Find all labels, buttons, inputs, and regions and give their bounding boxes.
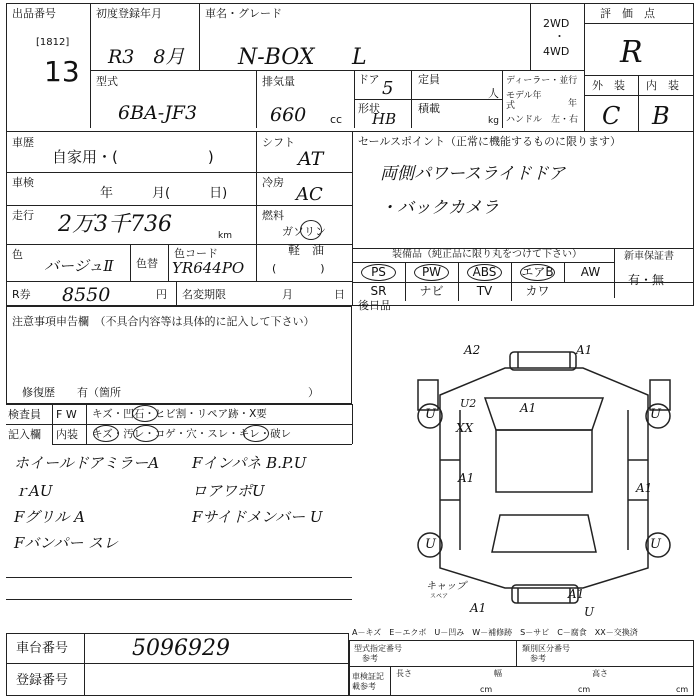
lot-code: [1812] bbox=[36, 37, 70, 48]
length-label: 長さ bbox=[396, 669, 412, 678]
mark-circle-4 bbox=[243, 425, 269, 442]
mark-a1-rear-right: A1 bbox=[568, 587, 585, 601]
note-line-6: ロアワポU bbox=[192, 482, 265, 500]
mark-u-front-right: U bbox=[650, 407, 661, 422]
classification-label: 類別区分番号 bbox=[522, 644, 570, 653]
spec-label: 車検証記載参考 bbox=[352, 672, 384, 691]
color-code-value: YR644PO bbox=[172, 259, 245, 277]
cm-unit-3: cm bbox=[676, 685, 689, 694]
chassis-value: 5096929 bbox=[132, 636, 230, 661]
recycle-value: 8550 bbox=[62, 284, 111, 306]
mark-circle-3 bbox=[133, 425, 159, 442]
dealer-label: ディーラー・並行 bbox=[506, 76, 578, 86]
repair-label: 修復歴 有（箇所 ） bbox=[22, 386, 319, 399]
car-damage-diagram bbox=[400, 340, 690, 615]
mark-xx-hood: XX bbox=[456, 421, 474, 435]
inspection-value: 年 月( 日) bbox=[100, 186, 228, 201]
notes-label: 注意事項申告欄 （不具合内容等は具体的に記入して下さい） bbox=[12, 315, 315, 328]
ac-value: AC bbox=[296, 184, 323, 205]
mark-circle-2 bbox=[93, 425, 119, 442]
ac-label: 冷房 bbox=[262, 176, 284, 189]
history-label: 車歴 bbox=[12, 136, 34, 149]
warranty-label: 新車保証書 bbox=[624, 251, 674, 262]
note-line-7: Fサイドメンバー U bbox=[192, 508, 323, 526]
note-line-1: ホイールドアミラーA bbox=[14, 454, 160, 472]
mark-u-front-left: U bbox=[425, 407, 436, 422]
exterior-grade: C bbox=[602, 102, 621, 130]
equipment-circle-4 bbox=[520, 264, 555, 281]
rear-seat-label: 後日品 bbox=[358, 299, 391, 312]
designation-ref: 参考 bbox=[362, 654, 378, 663]
first-registration-label: 初度登録年月 bbox=[96, 7, 162, 20]
designation-label: 型式指定番号 bbox=[354, 644, 402, 653]
equipment-item-1: PS bbox=[371, 265, 386, 279]
mileage-value: 2万3千736 bbox=[58, 212, 172, 237]
kg-unit: kg bbox=[488, 116, 499, 126]
mark-u2-hood: U2 bbox=[460, 397, 477, 410]
interior-inspect-label: 内装 bbox=[56, 428, 78, 441]
note-line-4: Fバンパー スレ bbox=[14, 534, 119, 552]
note-line-3: Fグリル A bbox=[14, 508, 86, 526]
model-value: 6BA-JF3 bbox=[118, 102, 198, 124]
grade: L bbox=[352, 45, 367, 70]
equipment-item-8: TV bbox=[476, 284, 493, 298]
shift-label: シフト bbox=[262, 136, 295, 149]
fuel-label: 燃料 bbox=[262, 209, 284, 222]
mark-a1-right-side: A1 bbox=[636, 481, 653, 495]
mark-a1-front-right: A1 bbox=[576, 343, 593, 357]
chassis-label: 車台番号 bbox=[16, 641, 69, 656]
fw-items: キズ・凹石・ヒビ割・リペア跡・X要 bbox=[92, 408, 267, 420]
exterior-label: 外 装 bbox=[592, 79, 625, 92]
equipment-item-2: PW bbox=[421, 265, 442, 279]
name-change-label: 名変期限 bbox=[182, 288, 226, 301]
lot-label: 出品番号 bbox=[12, 7, 56, 20]
drive-2wd: 2WD bbox=[543, 17, 570, 30]
first-registration-value: R3 8月 bbox=[108, 46, 185, 68]
interior-grade: B bbox=[652, 102, 670, 130]
history-value: 自家用・( ) bbox=[52, 148, 214, 166]
fw-label: F W bbox=[56, 408, 77, 421]
fuel-paren: ( ) bbox=[272, 262, 325, 275]
mark-u-rear-left: U bbox=[425, 537, 436, 552]
doors-value: 5 bbox=[382, 78, 394, 99]
registration-label: 登録番号 bbox=[16, 673, 69, 688]
color-code-label: 色コード bbox=[174, 247, 218, 260]
handle-label: ハンドル 左・右 bbox=[506, 115, 579, 125]
name-change-day: 日 bbox=[334, 288, 345, 301]
displacement-value: 660 bbox=[270, 104, 307, 126]
equipment-item-6: SR bbox=[370, 284, 387, 298]
cc-unit: cc bbox=[330, 113, 343, 126]
classification-ref: 参考 bbox=[530, 654, 546, 663]
equipment-circle-1 bbox=[361, 264, 396, 281]
drive-dot: ・ bbox=[554, 30, 565, 43]
score-value: R bbox=[620, 35, 643, 70]
year-unit: 年 bbox=[568, 99, 578, 109]
damage-legend: A－キズ E－エクボ U－凹み W－補修跡 S－サビ C－腐食 XX－交換済 bbox=[352, 628, 638, 637]
interior-label: 内 装 bbox=[646, 79, 679, 92]
mileage-label: 走行 bbox=[12, 209, 34, 222]
cm-unit-2: cm bbox=[578, 685, 591, 694]
shift-value: AT bbox=[298, 148, 324, 170]
note-line-2: ｒAU bbox=[14, 482, 53, 500]
model-year-label: モデル年式 bbox=[506, 91, 542, 111]
model-label: 型式 bbox=[96, 75, 118, 88]
capacity-unit: 人 bbox=[488, 87, 499, 100]
color-label: 色 bbox=[12, 248, 23, 261]
diagram-note-sub: スペア bbox=[430, 593, 449, 600]
height-label: 高さ bbox=[592, 669, 608, 678]
equipment-circle-3 bbox=[467, 264, 502, 281]
shape-label: 形状 bbox=[358, 102, 380, 115]
sales-point-2: ・バックカメラ bbox=[380, 198, 499, 218]
equipment-item-3: ABS bbox=[472, 265, 497, 279]
mark-a1-windshield: A1 bbox=[520, 401, 537, 415]
fuel-gasoline-circle bbox=[300, 220, 322, 240]
equipment-item-7: ナビ bbox=[419, 284, 444, 298]
recycle-label: R券 bbox=[12, 288, 31, 301]
equipment-label: 装備品（純正品に限り丸をつけて下さい） bbox=[392, 249, 582, 260]
equipment-item-9: カワ bbox=[525, 284, 550, 298]
sales-point-1: 両側パワースライドドア bbox=[380, 164, 566, 184]
equipment-item-5: AW bbox=[580, 265, 601, 279]
entry-label: 記入欄 bbox=[8, 428, 41, 441]
car-name: N-BOX bbox=[238, 45, 315, 70]
capacity-label: 定員 bbox=[418, 73, 440, 86]
interior-items: キズ・汚レ・コゲ・穴・スレ・キレ・破レ bbox=[92, 428, 292, 440]
displacement-label: 排気量 bbox=[262, 75, 295, 88]
score-label: 評 価 点 bbox=[600, 7, 655, 20]
equipment-circle-2 bbox=[414, 264, 449, 281]
mark-a1-left-side: A1 bbox=[458, 471, 475, 485]
fuel-gasoline: ガソリン bbox=[282, 225, 326, 238]
diagram-note: キャップ bbox=[426, 581, 466, 592]
equipment-item-4: エアB bbox=[521, 265, 554, 279]
name-change-month: 月 bbox=[282, 288, 293, 301]
color-change-label: 色替 bbox=[136, 257, 158, 270]
drive-4wd: 4WD bbox=[543, 45, 570, 58]
warranty-value: 有・無 bbox=[628, 273, 665, 287]
mark-circle-1 bbox=[132, 405, 158, 422]
yen-unit: 円 bbox=[156, 288, 167, 301]
mark-u-rear-right: U bbox=[650, 537, 661, 552]
km-unit: km bbox=[218, 231, 232, 241]
lot-number: 13 bbox=[44, 55, 80, 88]
note-line-5: Fインパネ B.P.U bbox=[192, 454, 307, 472]
load-label: 積載 bbox=[418, 102, 440, 115]
mark-u-rear-far: U bbox=[584, 605, 595, 619]
color-value: バージュⅡ bbox=[44, 257, 114, 275]
width-label: 幅 bbox=[494, 669, 502, 678]
mark-a2-front: A2 bbox=[464, 343, 481, 357]
fuel-diesel: 軽 油 bbox=[288, 243, 325, 257]
inspector-label: 検査員 bbox=[8, 408, 41, 421]
cm-unit-1: cm bbox=[480, 685, 493, 694]
sales-points-label: セールスポイント（正常に機能するものに限ります） bbox=[358, 135, 622, 148]
shape-value: HB bbox=[372, 110, 397, 128]
mark-a1-rear-left: A1 bbox=[470, 601, 487, 615]
doors-label: ドア bbox=[358, 73, 380, 86]
car-grade-label: 車名・グレード bbox=[205, 7, 282, 20]
inspection-label: 車検 bbox=[12, 176, 34, 189]
